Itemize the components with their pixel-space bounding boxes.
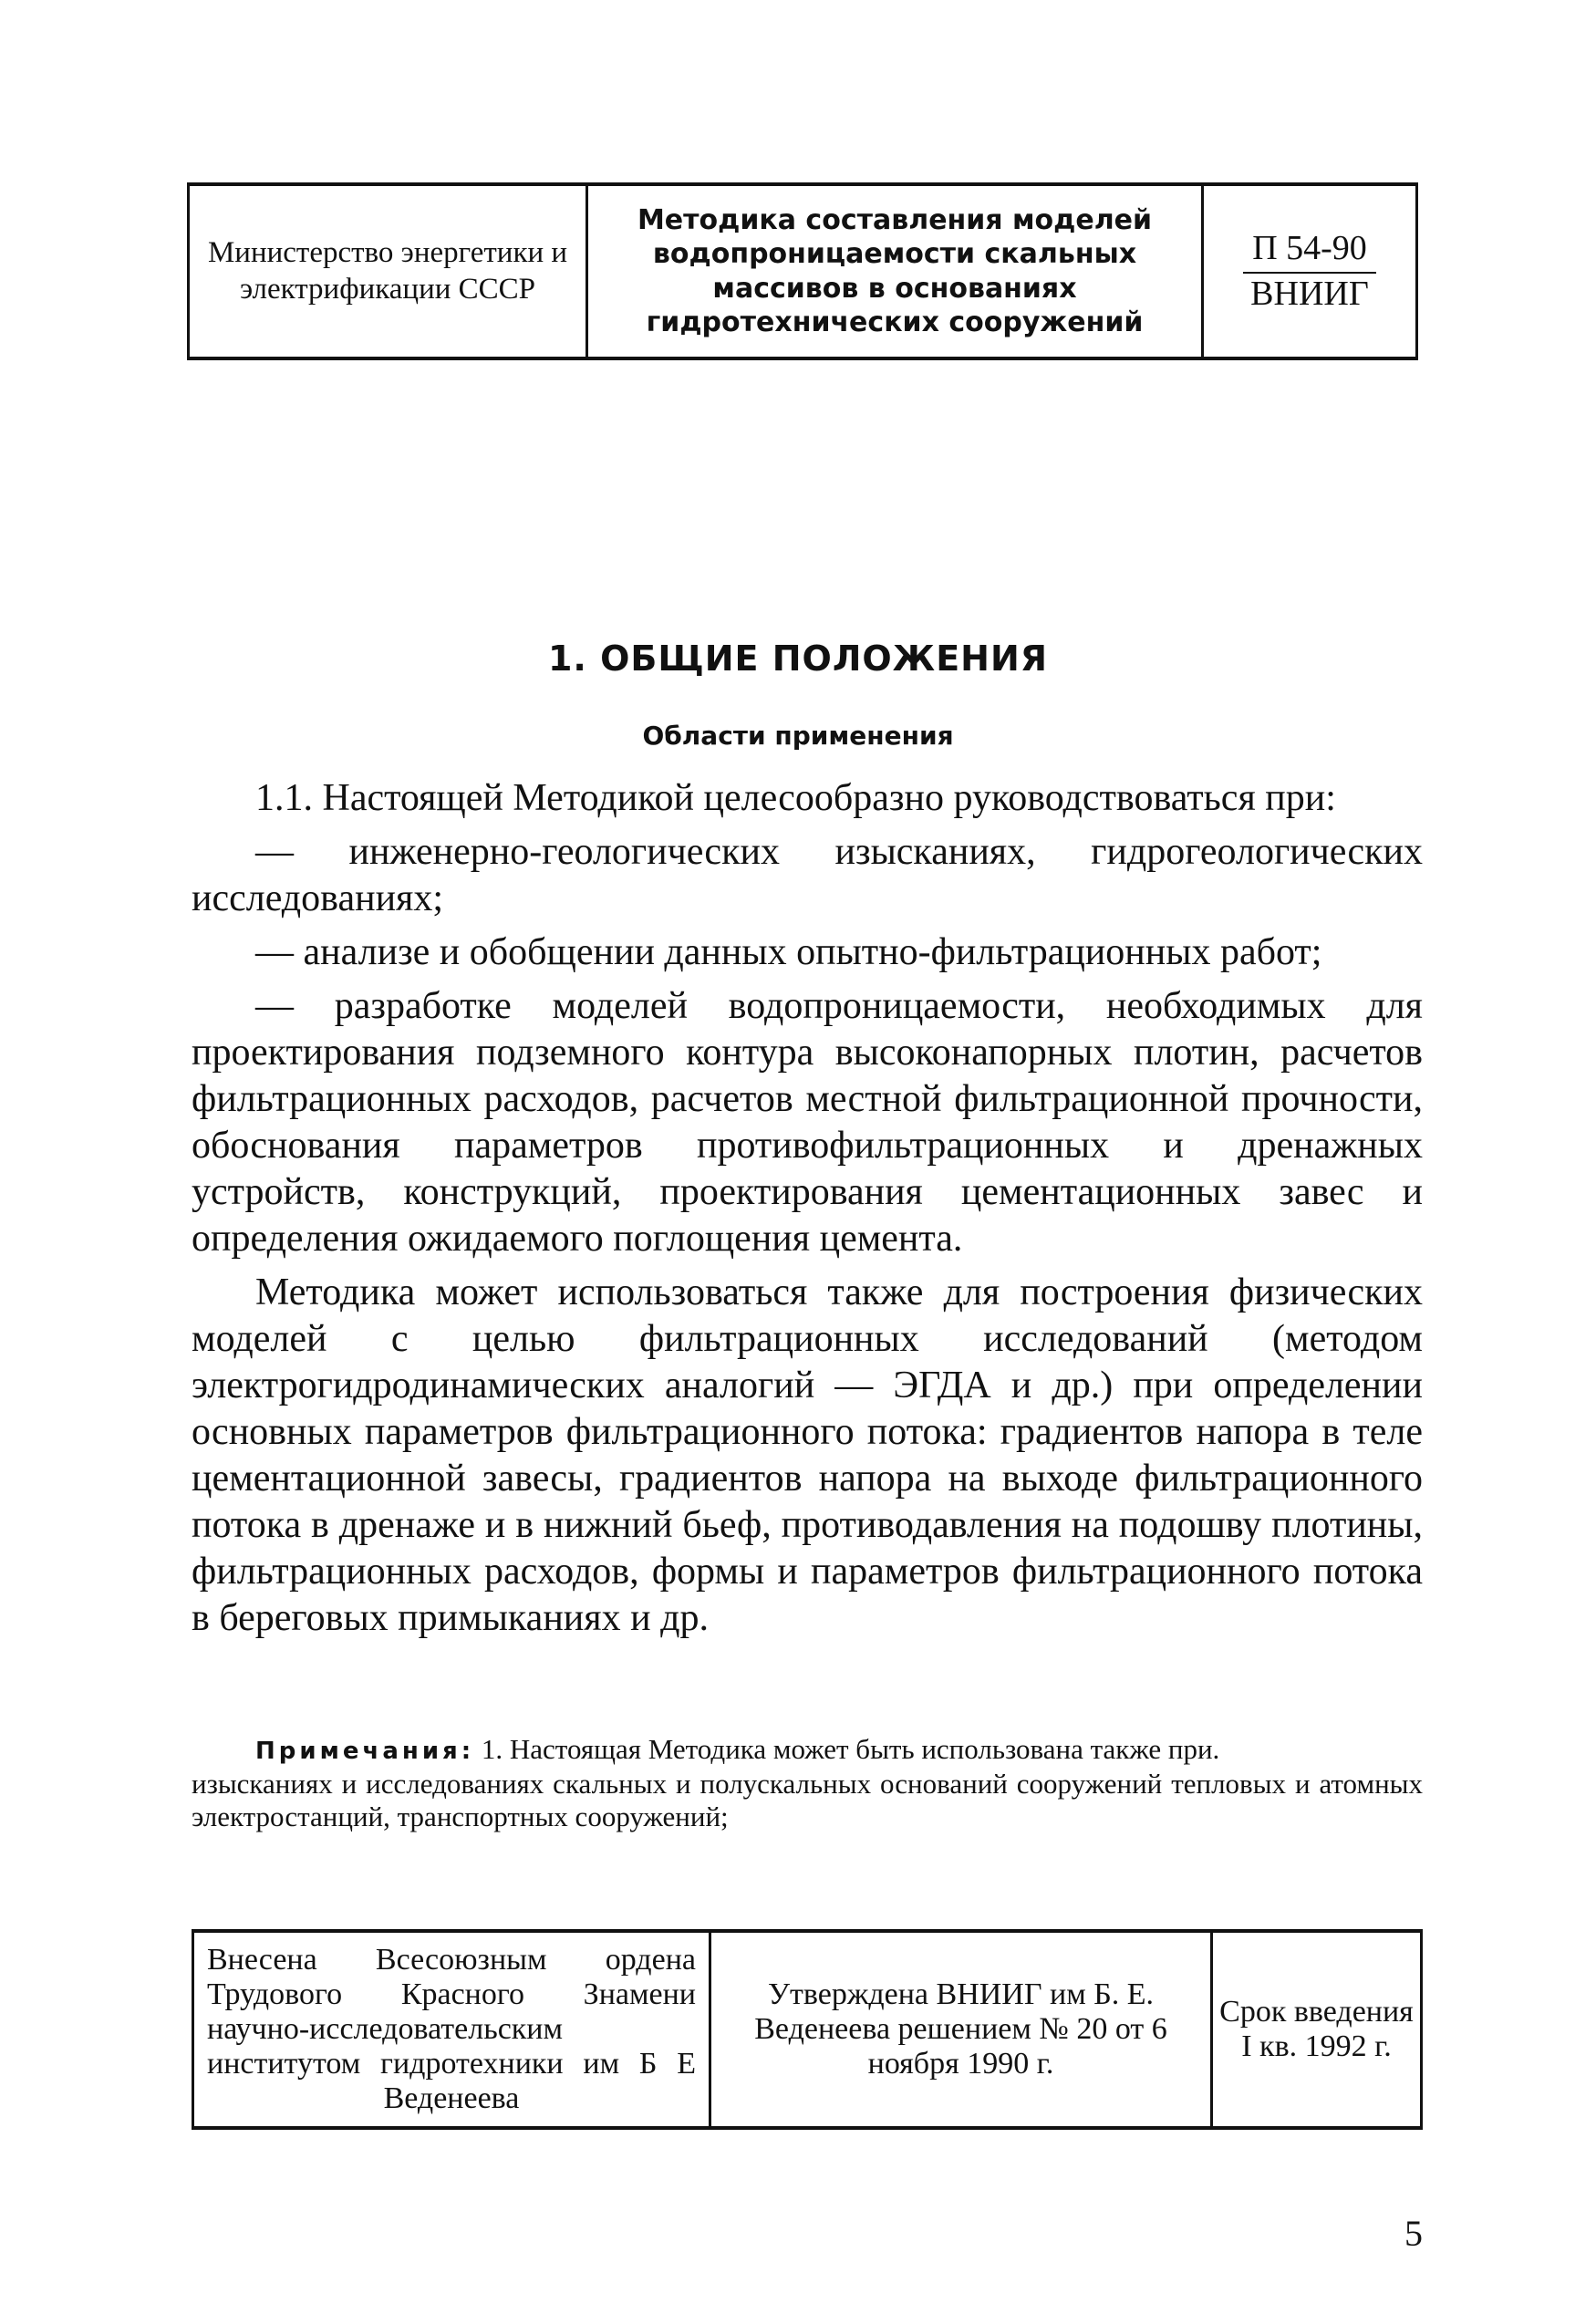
notes-label: Примечания:	[255, 1738, 475, 1765]
code-cell	[1204, 186, 1418, 357]
paragraph-1: 1.1. Настоящей Методикой целесообразно руководствоваться при:	[255, 777, 1336, 819]
note-1-text: 1. Настоящая Методика может быть использована также при.	[481, 1733, 1220, 1765]
document-title: Методика составления моделей водопроницаемости скальных массивов в основаниях гидротехнических сооружений	[637, 203, 1153, 338]
note-1	[192, 1733, 1423, 1768]
approved-cell	[711, 1933, 1213, 2126]
organization: ВНИИГ	[1250, 274, 1369, 313]
paragraph-2: — инженерно-геологических изысканиях, гидрогеологических исследованиях;	[192, 831, 1423, 919]
paragraph-4: — разработке моделей водопроницаемости, необходимых для проектирования подземного контура высоконапорных плотин, расчетов фильтрационных расходов, расчетов местной фильтрационной прочности, обоснования параметров противофильтрационных и дренажных устройств, конструкций, проектирования цементационных завес и определения ожидаемого поглощения цемента.	[192, 985, 1423, 1260]
body-text	[192, 775, 1423, 1642]
section-title: 1. ОБЩИЕ ПОЛОЖЕНИЯ	[547, 638, 1049, 679]
header-table	[187, 182, 1418, 360]
document-code: П 54-90	[1243, 228, 1376, 274]
ministry-text: Министерство энергетики и электрификации СССР	[207, 235, 568, 306]
paragraph-3: — анализе и обобщении данных опытно-фильтрационных работ;	[255, 931, 1322, 973]
title-cell	[588, 186, 1204, 357]
footer-table	[192, 1929, 1423, 2130]
subsection-title: Области применения	[642, 721, 954, 751]
term-text: Срок введения I кв. 1992 г.	[1219, 1995, 1414, 2063]
introduced-cell	[192, 1933, 711, 2126]
notes	[192, 1733, 1423, 1833]
introduced-text: Внесена Всесоюзным ордена Трудового Красного Знамени научно-исследовательским институтом гидротехники им Б Е Веденеева	[207, 1943, 696, 2115]
page-number: 5	[1404, 2213, 1423, 2254]
term-cell	[1213, 1933, 1423, 2126]
approved-text: Утверждена ВНИИГ им Б. Е. Веденеева решением № 20 от 6 ноября 1990 г.	[754, 1977, 1167, 2081]
ministry-cell	[187, 186, 588, 357]
paragraph-5: Методика может использоваться также для построения физических моделей с целью фильтрационных исследований (методом электрогидродинамических аналогий — ЭГДА и др.) при определении основных параметров фильтрационного потока: градиентов напора в теле цементационной завесы, градиентов напора на выходе фильтрационного потока в дренаже и в нижний бьеф, противодавления на подошву плотины, фильтрационных расходов, формы и параметров фильтрационного потока в береговых примыканиях и др.	[192, 1271, 1423, 1639]
note-2: изысканиях и исследованиях скальных и полускальных оснований сооружений тепловых и атомных электростанций, транспортных сооружений;	[192, 1768, 1423, 1832]
